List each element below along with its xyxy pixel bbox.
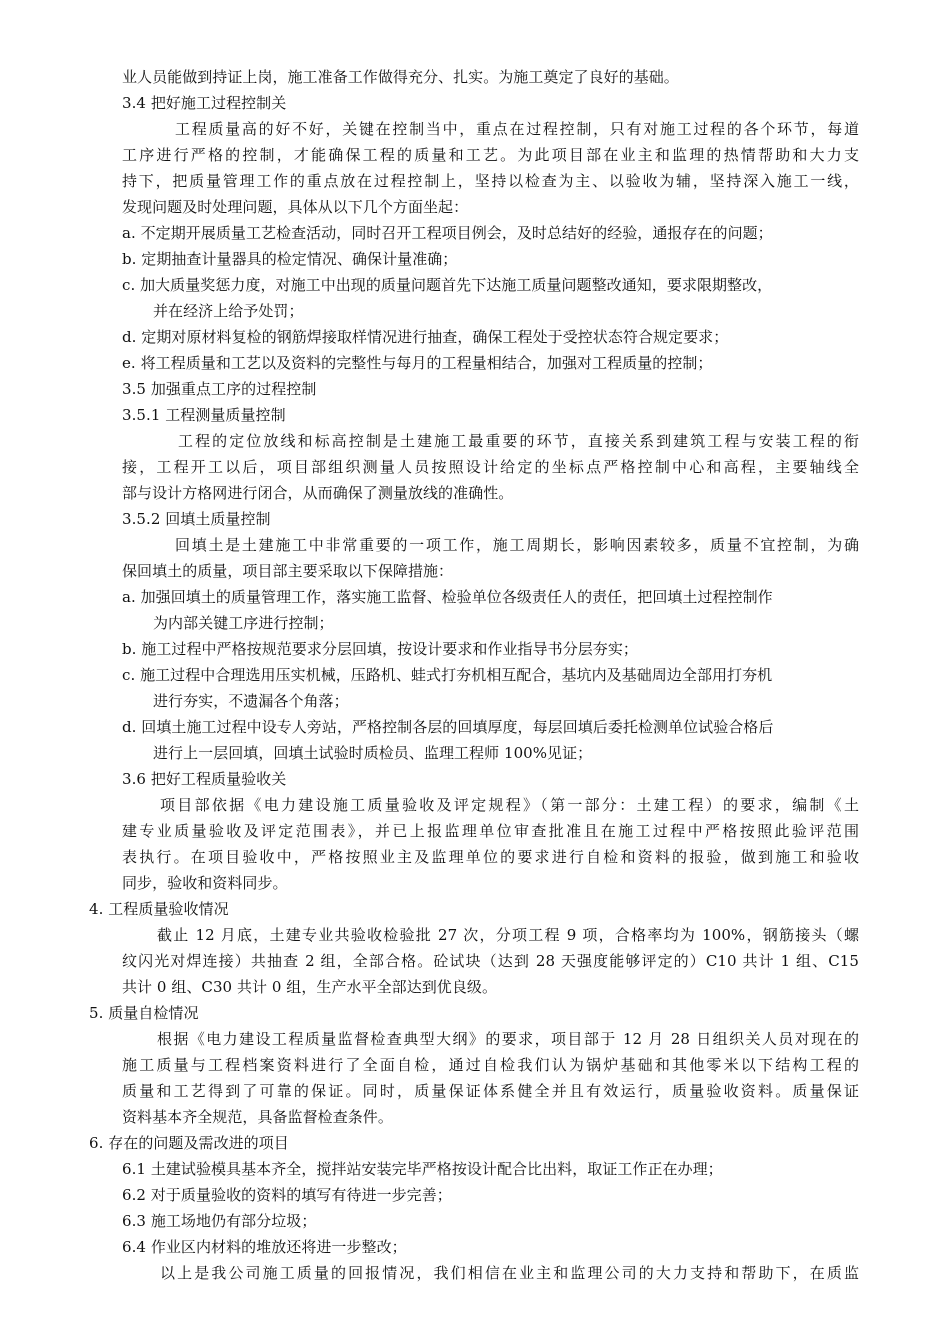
text-line: 进行上一层回填，回填土试验时质检员、监理工程师 100%见证； bbox=[153, 744, 593, 762]
text-line: 6.1 土建试验模具基本齐全，搅拌站安装完毕严格按设计配合比出料，取证工作正在办理； bbox=[122, 1160, 723, 1178]
text-line: c. 施工过程中合理选用压实机械，压路机、蛙式打夯机相互配合，基坑内及基础周边全部用打夯机 bbox=[122, 666, 773, 684]
text-line: 3.6 把好工程质量验收关 bbox=[122, 770, 287, 788]
text-line: 保回填土的质量，项目部主要采取以下保障措施： bbox=[122, 562, 454, 580]
text-line: 工序进行严格的控制，才能确保工程的质量和工艺。为此项目部在业主和监理的热情帮助和大力支 bbox=[122, 146, 859, 164]
text-line: 3.5.1 工程测量质量控制 bbox=[122, 406, 286, 424]
text-line: 纹闪光对焊连接）共抽查 2 组，全部合格。砼试块（达到 28 天强度能够评定的）C10 共计 1 组、C15 bbox=[122, 952, 859, 970]
text-line: 3.5 加强重点工序的过程控制 bbox=[122, 380, 317, 398]
text-line: d. 回填土施工过程中设专人旁站，严格控制各层的回填厚度，每层回填后委托检测单位试验合格后 bbox=[122, 718, 774, 736]
text-line: 根据《电力建设工程质量监督检查典型大纲》的要求，项目部于 12 月 28 日组织关人员对现在的 bbox=[157, 1030, 859, 1048]
text-line: 工程的定位放线和标高控制是土建施工最重要的环节，直接关系到建筑工程与安装工程的衔 bbox=[178, 432, 859, 450]
text-line: 质量和工艺得到了可靠的保证。同时，质量保证体系健全并且有效运行，质量验收资料。质量保证 bbox=[122, 1082, 859, 1100]
text-line: 工程质量高的好不好，关键在控制当中，重点在过程控制，只有对施工过程的各个环节，每道 bbox=[175, 120, 859, 138]
text-line: 3.5.2 回填土质量控制 bbox=[122, 510, 271, 528]
text-line: a. 不定期开展质量工艺检查活动，同时召开工程项目例会，及时总结好的经验，通报存在的问题； bbox=[122, 224, 773, 242]
text-line: a. 加强回填土的质量管理工作，落实施工监督、检验单位各级责任人的责任，把回填土过程控制作 bbox=[122, 588, 773, 606]
text-line: 部与设计方格网进行闭合，从而确保了测量放线的准确性。 bbox=[122, 484, 514, 502]
text-line: 以上是我公司施工质量的回报情况，我们相信在业主和监理公司的大力支持和帮助下，在质监 bbox=[160, 1264, 859, 1282]
text-line: 3.4 把好施工过程控制关 bbox=[122, 94, 287, 112]
text-line: 资料基本齐全规范，具备监督检查条件。 bbox=[122, 1108, 393, 1126]
text-line: e. 将工程质量和工艺以及资料的完整性与每月的工程量相结合，加强对工程质量的控制； bbox=[122, 354, 713, 372]
text-line: 表执行。在项目验收中，严格按照业主及监理单位的要求进行自检和资料的报验，做到施工和验收 bbox=[122, 848, 859, 866]
text-line: 建专业质量验收及评定范围表》，并已上报监理单位审查批准且在施工过程中严格按照此验评范围 bbox=[122, 822, 859, 840]
text-line: c. 加大质量奖惩力度，对施工中出现的质量问题首先下达施工质量问题整改通知，要求限期整改， bbox=[122, 276, 773, 294]
text-line: 共计 0 组、C30 共计 0 组，生产水平全部达到优良级。 bbox=[122, 978, 497, 996]
text-line: d. 定期对原材料复检的钢筋焊接取样情况进行抽查，确保工程处于受控状态符合规定要求； bbox=[122, 328, 729, 346]
text-line: 进行夯实，不遗漏各个角落； bbox=[153, 692, 349, 710]
text-line: 回填土是土建施工中非常重要的一项工作，施工周期长，影响因素较多，质量不宜控制，为确 bbox=[175, 536, 859, 554]
text-line: 6. 存在的问题及需改进的项目 bbox=[89, 1134, 289, 1152]
text-line: 6.4 作业区内材料的堆放还将进一步整改； bbox=[122, 1238, 407, 1256]
text-line: 为内部关键工序进行控制； bbox=[153, 614, 334, 632]
text-line: 4. 工程质量验收情况 bbox=[89, 900, 229, 918]
text-line: 6.3 施工场地仍有部分垃圾； bbox=[122, 1212, 317, 1230]
text-line: 接，工程开工以后，项目部组织测量人员按照设计给定的坐标点严格控制中心和高程，主要轴线全 bbox=[122, 458, 859, 476]
text-line: 发现问题及时处理问题，具体从以下几个方面坐起： bbox=[122, 198, 469, 216]
text-line: b. 施工过程中严格按规范要求分层回填，按设计要求和作业指导书分层夯实； bbox=[122, 640, 638, 658]
text-line: b. 定期抽查计量器具的检定情况、确保计量准确； bbox=[122, 250, 458, 268]
text-line: 5. 质量自检情况 bbox=[89, 1004, 199, 1022]
text-line: 施工质量与工程档案资料进行了全面自检，通过自检我们认为锅炉基础和其他零米以下结构工程的 bbox=[122, 1056, 859, 1074]
text-line: 同步，验收和资料同步。 bbox=[122, 874, 288, 892]
text-line: 持下，把质量管理工作的重点放在过程控制上，坚持以检查为主、以验收为辅，坚持深入施工一线， bbox=[122, 172, 859, 190]
text-line: 6.2 对于质量验收的资料的填写有待进一步完善； bbox=[122, 1186, 452, 1204]
text-line: 并在经济上给予处罚； bbox=[153, 302, 304, 320]
text-line: 业人员能做到持证上岗，施工准备工作做得充分、扎实。为施工奠定了良好的基础。 bbox=[122, 68, 679, 86]
text-line: 项目部依据《电力建设施工质量验收及评定规程》（第一部分：土建工程）的要求，编制《土 bbox=[160, 796, 859, 814]
text-line: 截止 12 月底，土建专业共验收检验批 27 次，分项工程 9 项，合格率均为 100%，钢筋接头（螺 bbox=[157, 926, 859, 944]
